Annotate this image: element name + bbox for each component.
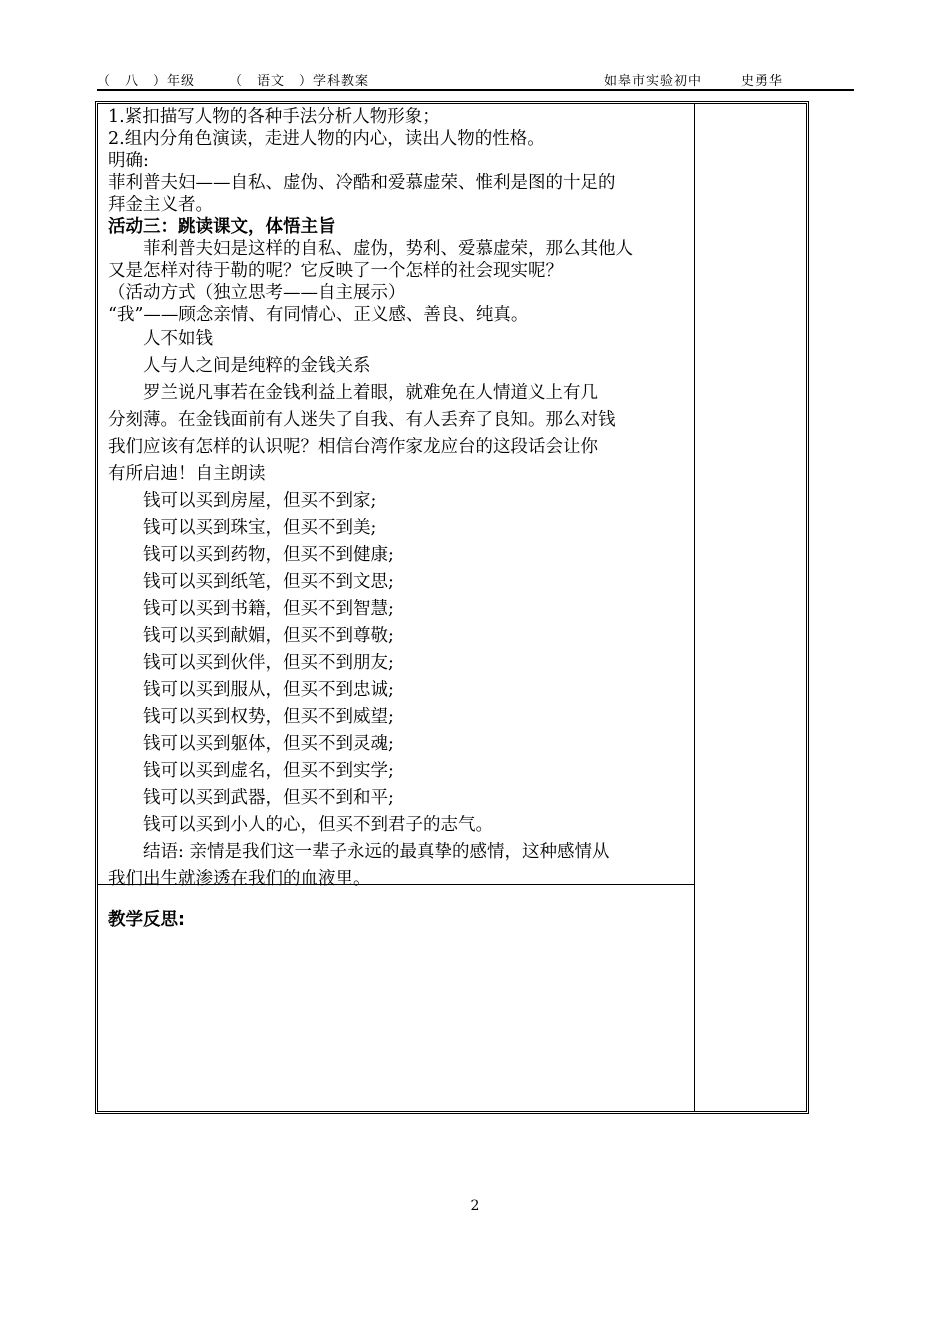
content-line: 又是怎样对待于勒的呢？它反映了一个怎样的社会现实呢？ (108, 261, 563, 281)
poem-line: 钱可以买到小人的心，但买不到君子的志气。 (143, 815, 493, 835)
content-line: 人不如钱 (143, 329, 213, 349)
content-line: 1.紧扣描写人物的各种手法分析人物形象； (108, 107, 440, 127)
activity-heading: 活动三：跳读课文，体悟主旨 (108, 217, 336, 237)
poem-line: 钱可以买到服从，但买不到忠诚; (143, 680, 394, 700)
content-line: 我们应该有怎样的认识呢？相信台湾作家龙应台的这段话会让你 (108, 437, 598, 457)
header-school: 如皋市实验初中 (604, 74, 703, 89)
poem-line: 钱可以买到珠宝，但买不到美; (143, 518, 377, 538)
page-header (97, 70, 854, 90)
column-divider (694, 104, 695, 1111)
content-line: 菲利普夫妇是这样的自私、虚伪，势利、爱慕虚荣，那么其他人 (143, 239, 633, 259)
content-line: “我”——顾念亲情、有同情心、正义感、善良、纯真。 (108, 305, 529, 325)
page-number: 2 (470, 1198, 480, 1214)
header-teacher: 史勇华 (741, 74, 784, 89)
poem-line: 钱可以买到纸笔，但买不到文思; (143, 572, 394, 592)
content-line: 明确: (108, 151, 149, 171)
poem-line: 钱可以买到献媚，但买不到尊敬; (143, 626, 394, 646)
content-line: 结语: 亲情是我们这一辈子永远的最真挚的感情，这种感情从 (143, 842, 610, 862)
content-line: 有所启迪！自主朗读 (108, 464, 266, 484)
content-line: 2.组内分角色演读，走进人物的内心，读出人物的性格。 (108, 129, 545, 149)
poem-line: 钱可以买到药物，但买不到健康; (143, 545, 394, 565)
content-line: （活动方式（独立思考——自主展示） (108, 283, 406, 303)
content-line: 我们出生就渗透在我们的血液里。 (108, 869, 371, 889)
lesson-content (108, 106, 692, 893)
reflection-label: 教学反思: (108, 910, 185, 930)
content-line: 菲利普夫妇——自私、虚伪、冷酷和爱慕虚荣、惟利是图的十足的 (108, 173, 616, 193)
poem-line: 钱可以买到武器，但买不到和平; (143, 788, 394, 808)
poem-line: 钱可以买到权势，但买不到威望; (143, 707, 394, 727)
poem-line: 钱可以买到房屋，但买不到家; (143, 491, 377, 511)
lesson-table (95, 101, 809, 1114)
content-line: 人与人之间是纯粹的金钱关系 (143, 356, 371, 376)
content-line: 分刻薄。在金钱面前有人迷失了自我、有人丢弃了良知。那么对钱 (108, 410, 616, 430)
poem-line: 钱可以买到躯体，但买不到灵魂; (143, 734, 394, 754)
poem-line: 钱可以买到虚名，但买不到实学; (143, 761, 394, 781)
poem-line: 钱可以买到伙伴，但买不到朋友; (143, 653, 394, 673)
header-grade: （ 八 ）年级 (97, 74, 196, 89)
content-line: 罗兰说凡事若在金钱利益上着眼，就难免在人情道义上有几 (143, 383, 598, 403)
header-rule (97, 89, 854, 91)
content-line: 拜金主义者。 (108, 195, 213, 215)
poem-line: 钱可以买到书籍，但买不到智慧; (143, 599, 394, 619)
header-subject: （ 语文 ）学科教案 (229, 74, 370, 89)
